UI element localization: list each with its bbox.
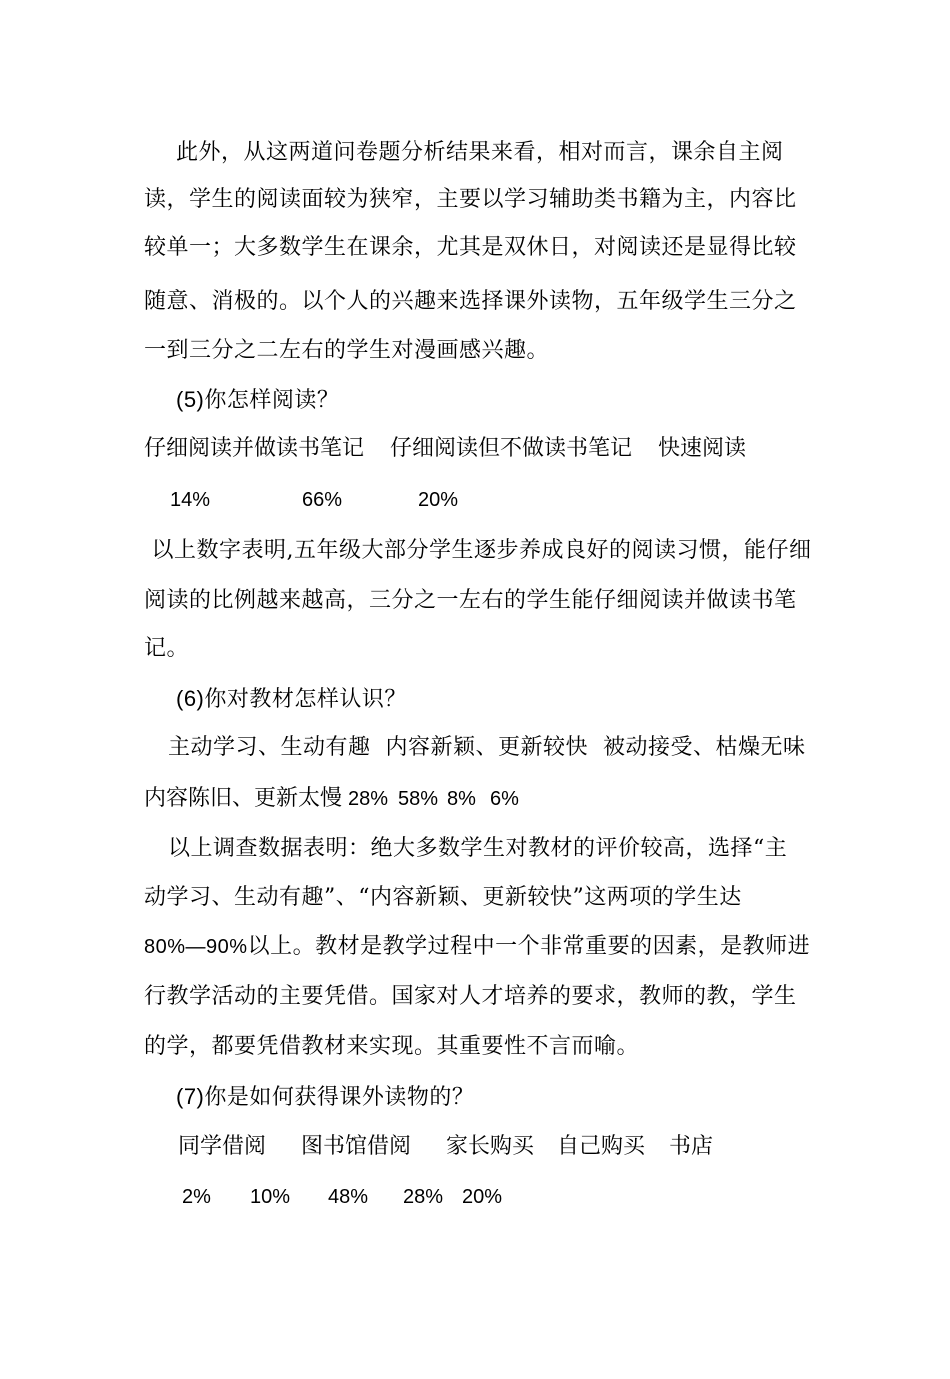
paragraph-3-range: 80%—90% <box>144 936 248 958</box>
question-6-heading <box>176 685 407 714</box>
question-5-option-3: 快速阅读 <box>658 436 747 461</box>
paragraph-1-line-3: 较单一；大多数学生在课余，尤其是双休日，对阅读还是显得比较 <box>144 235 797 260</box>
question-6-percent-1: 28% <box>348 788 389 810</box>
paragraph-1-line-4: 随意、消极的。以个人的兴趣来选择课外读物，五年级学生三分之 <box>144 289 797 314</box>
question-5-percent-2: 66% <box>302 489 343 511</box>
question-5-heading <box>176 386 339 415</box>
question-5-option-1: 仔细阅读并做读书笔记 <box>144 436 365 461</box>
question-7-option-4: 自己购买 <box>557 1134 646 1159</box>
question-7-option-2: 图书馆借阅 <box>301 1134 412 1159</box>
paragraph-3-line-5: 的学，都要凭借教材来实现。其重要性不言而喻。 <box>144 1034 640 1059</box>
question-7-option-3: 家长购买 <box>446 1134 535 1159</box>
question-7-percent-3: 48% <box>328 1186 369 1208</box>
paragraph-2-line-2: 阅读的比例越来越高，三分之一左右的学生能仔细阅读并做读书笔 <box>144 588 797 613</box>
question-7-percent-2: 10% <box>250 1186 291 1208</box>
question-7-options <box>144 1133 844 1161</box>
paragraph-3-line-3-text: 以上。教材是教学过程中一个非常重要的因素，是教师进 <box>247 934 811 959</box>
question-6-option-4: 内容陈旧、更新太慢 <box>144 786 343 811</box>
question-7-heading <box>176 1083 474 1112</box>
paragraph-1-line-1: 此外，从这两道问卷题分析结果来看，相对而言，课余自主阅 <box>176 140 784 165</box>
question-7-percentages <box>144 1183 844 1211</box>
question-5-number: (5) <box>176 387 205 412</box>
question-6-percent-2: 58% <box>398 788 439 810</box>
question-7-percent-1: 2% <box>182 1186 211 1208</box>
paragraph-3-line-4: 行教学活动的主要凭借。国家对人才培养的要求，教师的教，学生 <box>144 984 797 1009</box>
paragraph-2-line-1: 以上数字表明,五年级大部分学生逐步养成良好的阅读习惯，能仔细 <box>144 538 812 563</box>
question-6-percent-4: 6% <box>490 788 519 810</box>
question-6-text: 你对教材怎样认识？ <box>204 687 407 712</box>
question-6-percent-3: 8% <box>447 788 476 810</box>
paragraph-1-line-5: 一到三分之二左右的学生对漫画感兴趣。 <box>144 338 550 363</box>
question-7-text: 你是如何获得课外读物的？ <box>204 1085 475 1110</box>
question-5-percentages <box>144 486 844 514</box>
question-7-option-1: 同学借阅 <box>178 1134 267 1159</box>
question-6-options-line-1: 主动学习、生动有趣 内容新颖、更新较快 被动接受、枯燥无味 <box>168 735 806 760</box>
paragraph-3-line-3 <box>144 933 810 961</box>
question-7-percent-4: 28% <box>403 1186 444 1208</box>
question-6-number: (6) <box>176 686 205 711</box>
question-7-percent-5: 20% <box>462 1186 503 1208</box>
paragraph-1-line-2: 读，学生的阅读面较为狭窄，主要以学习辅助类书籍为主，内容比 <box>144 187 797 212</box>
question-7-option-5: 书店 <box>669 1134 714 1159</box>
question-5-percent-3: 20% <box>418 489 459 511</box>
paragraph-3-line-1: 以上调查数据表明：绝大多数学生对教材的评价较高，选择“主 <box>168 836 788 861</box>
question-5-percent-1: 14% <box>170 489 211 511</box>
paragraph-2-line-3: 记。 <box>144 636 190 661</box>
question-5-options <box>144 435 844 463</box>
paragraph-3-line-2: 动学习、生动有趣”、“内容新颖、更新较快”这两项的学生达 <box>144 885 742 910</box>
question-7-number: (7) <box>176 1084 205 1109</box>
question-5-option-2: 仔细阅读但不做读书笔记 <box>390 436 633 461</box>
question-5-text: 你怎样阅读？ <box>204 388 340 413</box>
question-6-options-line-2 <box>144 785 844 813</box>
